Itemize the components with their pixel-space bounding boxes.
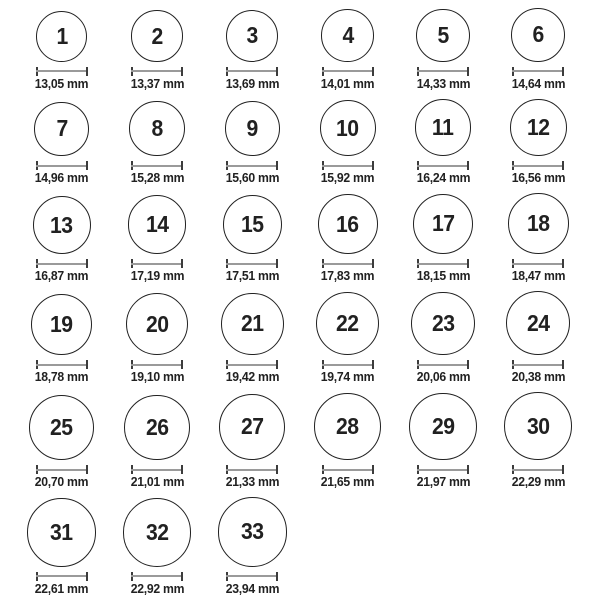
ring-size-item xyxy=(109,497,204,596)
diameter-measure-line xyxy=(322,161,374,170)
ring-size-number: 5 xyxy=(437,21,449,48)
ring-size-number: 19 xyxy=(50,311,73,338)
measure-bar xyxy=(226,575,278,577)
ring-size-number: 23 xyxy=(431,309,455,336)
measure-bar xyxy=(226,165,278,167)
ring-size-item xyxy=(491,392,586,490)
ring-size-number: 3 xyxy=(246,22,258,49)
measure-bar xyxy=(417,263,469,265)
ring-size-number: 22 xyxy=(336,310,359,337)
diameter-measure-line xyxy=(226,465,278,474)
ring-circle xyxy=(314,393,381,460)
ring-circle xyxy=(415,99,472,156)
measure-tick-right-icon xyxy=(86,572,88,581)
diameter-label: 23,94 mm xyxy=(225,580,280,596)
measure-bar xyxy=(131,364,183,366)
diameter-measure-line xyxy=(131,161,183,170)
ring-size-number: 13 xyxy=(50,211,73,238)
ring-size-number: 27 xyxy=(240,413,264,440)
ring-size-item xyxy=(14,99,109,186)
ring-size-number: 33 xyxy=(240,518,264,545)
diameter-measure-line xyxy=(417,161,469,170)
ring-size-number: 28 xyxy=(336,413,359,440)
measure-tick-right-icon xyxy=(562,161,564,170)
measure-bar xyxy=(512,469,564,471)
ring-circle xyxy=(511,8,565,62)
measure-bar xyxy=(417,165,469,167)
diameter-label: 13,37 mm xyxy=(130,75,184,91)
ring-size-item xyxy=(300,8,395,92)
diameter-label: 13,69 mm xyxy=(225,75,280,91)
measure-tick-right-icon xyxy=(276,465,278,474)
measure-tick-right-icon xyxy=(86,161,88,170)
diameter-measure-line xyxy=(512,259,564,268)
measure-bar xyxy=(36,469,88,471)
ring-size-item xyxy=(14,193,109,284)
measure-tick-right-icon xyxy=(562,259,564,268)
ring-circle xyxy=(219,394,285,460)
diameter-label: 14,33 mm xyxy=(416,75,470,91)
ring-size-number: 24 xyxy=(526,309,550,336)
ring-circle xyxy=(316,292,379,355)
diameter-label: 20,06 mm xyxy=(416,369,470,385)
measure-bar xyxy=(36,165,88,167)
ring-size-item xyxy=(395,291,490,385)
ring-size-number: 4 xyxy=(342,22,354,49)
ring-size-number: 1 xyxy=(55,22,68,49)
measure-bar xyxy=(417,70,469,72)
ring-size-item xyxy=(109,193,204,284)
ring-size-item xyxy=(491,291,586,385)
ring-size-number: 8 xyxy=(151,115,163,142)
diameter-measure-line xyxy=(36,465,88,474)
measure-bar xyxy=(226,469,278,471)
ring-circle xyxy=(320,100,376,156)
diameter-measure-line xyxy=(36,161,88,170)
measure-tick-right-icon xyxy=(86,360,88,369)
ring-circle xyxy=(506,291,570,355)
ring-size-number: 15 xyxy=(240,210,264,237)
ring-size-item xyxy=(205,8,300,92)
measure-bar xyxy=(322,263,374,265)
ring-size-number: 21 xyxy=(241,310,264,337)
measure-tick-right-icon xyxy=(467,259,469,268)
ring-circle xyxy=(29,395,94,460)
diameter-label: 17,83 mm xyxy=(320,268,375,283)
ring-size-item xyxy=(109,392,204,490)
ring-size-item xyxy=(300,193,395,284)
ring-circle xyxy=(318,194,378,254)
ring-circle xyxy=(131,10,183,62)
diameter-label: 16,56 mm xyxy=(511,170,566,186)
diameter-measure-line xyxy=(226,259,278,268)
diameter-measure-line xyxy=(417,67,469,76)
measure-bar xyxy=(36,263,88,265)
ring-circle xyxy=(124,395,190,461)
ring-size-item xyxy=(205,497,300,596)
ring-circle xyxy=(221,293,284,356)
measure-bar xyxy=(131,575,183,577)
ring-circle xyxy=(413,194,473,254)
ring-size-item xyxy=(491,99,586,186)
measure-tick-right-icon xyxy=(276,67,278,76)
measure-bar xyxy=(512,263,564,265)
diameter-label: 20,38 mm xyxy=(511,369,566,385)
ring-circle xyxy=(225,101,281,157)
measure-bar xyxy=(322,165,374,167)
ring-circle xyxy=(409,393,476,460)
measure-bar xyxy=(226,364,278,366)
measure-bar xyxy=(322,469,374,471)
ring-size-item xyxy=(205,291,300,385)
ring-circle xyxy=(123,498,192,567)
measure-bar xyxy=(512,165,564,167)
diameter-label: 13,05 mm xyxy=(34,75,89,91)
ring-circle xyxy=(218,497,288,567)
diameter-label: 14,64 mm xyxy=(511,75,566,91)
diameter-measure-line xyxy=(36,572,88,581)
measure-tick-right-icon xyxy=(181,67,183,76)
measure-tick-right-icon xyxy=(372,259,374,268)
diameter-measure-line xyxy=(131,465,183,474)
ring-circle xyxy=(126,293,188,355)
ring-size-number: 12 xyxy=(527,114,550,141)
diameter-label: 17,19 mm xyxy=(130,268,184,283)
measure-bar xyxy=(131,263,183,265)
diameter-measure-line xyxy=(417,465,469,474)
ring-size-item xyxy=(109,291,204,385)
diameter-measure-line xyxy=(226,572,278,581)
ring-size-item xyxy=(109,99,204,186)
diameter-measure-line xyxy=(512,161,564,170)
measure-tick-right-icon xyxy=(181,161,183,170)
ring-size-item xyxy=(491,8,586,92)
diameter-measure-line xyxy=(322,465,374,474)
ring-circle xyxy=(36,11,87,62)
diameter-measure-line xyxy=(226,67,278,76)
ring-size-number: 16 xyxy=(336,210,359,237)
diameter-measure-line xyxy=(322,360,374,369)
diameter-label: 22,92 mm xyxy=(130,580,184,596)
measure-tick-right-icon xyxy=(276,572,278,581)
ring-size-item xyxy=(109,8,204,92)
diameter-label: 21,01 mm xyxy=(130,474,184,490)
measure-bar xyxy=(36,575,88,577)
ring-size-item xyxy=(300,99,395,186)
ring-size-number: 32 xyxy=(145,518,169,545)
measure-tick-right-icon xyxy=(181,360,183,369)
ring-circle xyxy=(321,9,374,62)
diameter-label: 19,74 mm xyxy=(320,369,375,385)
measure-bar xyxy=(131,469,183,471)
ring-size-number: 20 xyxy=(145,310,169,337)
ring-size-number: 17 xyxy=(431,210,455,237)
diameter-label: 22,61 mm xyxy=(34,580,89,596)
ring-circle xyxy=(416,9,469,62)
measure-tick-right-icon xyxy=(276,360,278,369)
measure-bar xyxy=(322,364,374,366)
diameter-label: 16,24 mm xyxy=(416,170,470,186)
diameter-label: 22,29 mm xyxy=(511,474,566,490)
diameter-measure-line xyxy=(226,161,278,170)
diameter-label: 19,42 mm xyxy=(225,369,280,385)
measure-tick-right-icon xyxy=(467,161,469,170)
diameter-label: 18,47 mm xyxy=(511,268,566,283)
ring-circle xyxy=(411,292,475,356)
ring-size-grid xyxy=(14,8,586,596)
ring-size-item xyxy=(205,99,300,186)
measure-tick-right-icon xyxy=(562,360,564,369)
diameter-label: 14,96 mm xyxy=(34,170,89,186)
ring-circle xyxy=(31,294,92,355)
ring-size-number: 25 xyxy=(50,414,73,441)
diameter-label: 16,87 mm xyxy=(34,268,89,283)
measure-tick-right-icon xyxy=(562,465,564,474)
measure-bar xyxy=(226,70,278,72)
ring-circle xyxy=(510,99,567,156)
diameter-label: 15,28 mm xyxy=(130,170,184,186)
diameter-measure-line xyxy=(417,259,469,268)
ring-size-item xyxy=(491,193,586,284)
ring-size-number: 29 xyxy=(431,412,455,439)
diameter-label: 17,51 mm xyxy=(225,268,280,283)
measure-tick-right-icon xyxy=(372,360,374,369)
ring-circle xyxy=(129,101,184,156)
ring-size-number: 30 xyxy=(527,412,550,439)
diameter-measure-line xyxy=(512,67,564,76)
ring-circle xyxy=(504,392,572,460)
measure-bar xyxy=(36,364,88,366)
diameter-label: 18,78 mm xyxy=(34,369,89,385)
measure-bar xyxy=(417,364,469,366)
diameter-measure-line xyxy=(131,360,183,369)
ring-circle xyxy=(27,498,95,566)
measure-bar xyxy=(322,70,374,72)
diameter-measure-line xyxy=(36,67,88,76)
measure-tick-right-icon xyxy=(372,67,374,76)
diameter-label: 21,33 mm xyxy=(225,474,280,490)
measure-tick-right-icon xyxy=(372,465,374,474)
diameter-measure-line xyxy=(322,259,374,268)
ring-size-item xyxy=(300,291,395,385)
ring-size-number: 14 xyxy=(145,211,169,238)
ring-size-number: 31 xyxy=(50,518,73,545)
diameter-measure-line xyxy=(36,259,88,268)
diameter-label: 20,70 mm xyxy=(34,474,89,490)
ring-circle xyxy=(226,10,278,62)
diameter-label: 15,60 mm xyxy=(225,170,280,186)
diameter-measure-line xyxy=(131,259,183,268)
ring-size-number: 6 xyxy=(532,21,544,48)
diameter-measure-line xyxy=(322,67,374,76)
ring-size-item xyxy=(395,392,490,490)
ring-size-item xyxy=(205,392,300,490)
ring-size-item xyxy=(14,392,109,490)
measure-tick-right-icon xyxy=(276,259,278,268)
ring-size-item xyxy=(395,193,490,284)
diameter-label: 18,15 mm xyxy=(416,268,470,283)
measure-tick-right-icon xyxy=(276,161,278,170)
ring-size-number: 9 xyxy=(246,114,258,141)
diameter-measure-line xyxy=(417,360,469,369)
measure-tick-right-icon xyxy=(181,259,183,268)
ring-size-item xyxy=(205,193,300,284)
ring-circle xyxy=(34,102,88,156)
diameter-label: 21,97 mm xyxy=(416,474,470,490)
diameter-label: 21,65 mm xyxy=(320,474,375,490)
measure-tick-right-icon xyxy=(86,259,88,268)
diameter-measure-line xyxy=(512,465,564,474)
ring-circle xyxy=(33,196,91,254)
measure-tick-right-icon xyxy=(467,360,469,369)
diameter-measure-line xyxy=(131,67,183,76)
measure-bar xyxy=(131,70,183,72)
ring-size-item xyxy=(300,392,395,490)
ring-circle xyxy=(223,195,282,254)
diameter-label: 14,01 mm xyxy=(320,75,375,91)
measure-tick-right-icon xyxy=(372,161,374,170)
ring-size-item xyxy=(14,497,109,596)
measure-bar xyxy=(226,263,278,265)
ring-size-number: 7 xyxy=(55,115,68,142)
measure-tick-right-icon xyxy=(467,67,469,76)
diameter-measure-line xyxy=(36,360,88,369)
measure-tick-right-icon xyxy=(86,465,88,474)
ring-size-number: 10 xyxy=(336,114,359,141)
measure-bar xyxy=(131,165,183,167)
ring-circle xyxy=(128,195,187,254)
ring-size-item xyxy=(395,99,490,186)
measure-tick-right-icon xyxy=(467,465,469,474)
ring-size-item xyxy=(14,291,109,385)
measure-bar xyxy=(417,469,469,471)
measure-bar xyxy=(512,70,564,72)
measure-bar xyxy=(36,70,88,72)
diameter-measure-line xyxy=(226,360,278,369)
diameter-label: 15,92 mm xyxy=(320,170,375,186)
ring-size-item xyxy=(14,8,109,92)
measure-tick-right-icon xyxy=(181,572,183,581)
ring-size-number: 18 xyxy=(526,210,550,237)
measure-tick-right-icon xyxy=(181,465,183,474)
diameter-measure-line xyxy=(131,572,183,581)
ring-size-number: 2 xyxy=(151,22,163,49)
measure-bar xyxy=(512,364,564,366)
ring-size-number: 11 xyxy=(432,114,454,141)
ring-size-number: 26 xyxy=(145,413,169,440)
measure-tick-right-icon xyxy=(86,67,88,76)
ring-size-item xyxy=(395,8,490,92)
measure-tick-right-icon xyxy=(562,67,564,76)
diameter-measure-line xyxy=(512,360,564,369)
diameter-label: 19,10 mm xyxy=(130,369,184,385)
ring-circle xyxy=(508,193,569,254)
